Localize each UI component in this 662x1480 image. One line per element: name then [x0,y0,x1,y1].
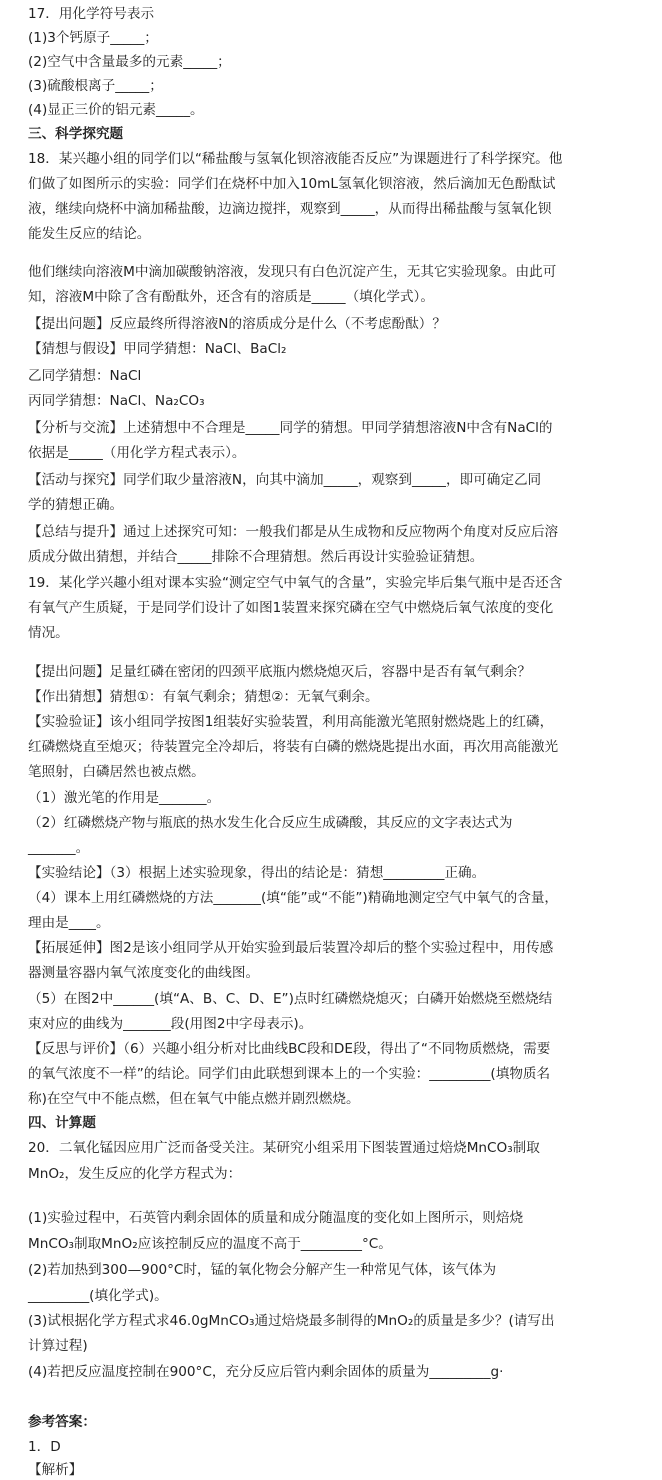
q20-line: (4)若把反应温度控制在900°C，充分反应后管内剩余固体的质量为_________g· [28,1364,504,1380]
section-heading-calc: 四、计算题 [28,1115,96,1131]
q19-line: _______。 [28,840,90,856]
q20-line: 计算过程) [28,1338,88,1354]
q19-line: 的氧气浓度不一样”的结论。同学们由此联想到课本上的一个实验：_________(填物质名 [28,1066,551,1082]
q17-title: 17．用化学符号表示 [28,6,155,22]
q18-line: 能发生反应的结论。 [28,226,151,242]
q18-line: 们做了如图所示的实验：同学们在烧杯中加入10mL氢氧化钡溶液，然后滴加无色酚酞试 [28,176,556,192]
answer-1: 1．D [28,1439,61,1455]
q18-line: 依据是_____（用化学方程式表示）。 [28,445,246,461]
q18-line: 丙同学猜想：NaCl、Na₂CO₃ [28,393,205,409]
q18-line: 乙同学猜想：NaCl [28,368,142,384]
q18-line: 【分析与交流】上述猜想中不合理是_____同学的猜想。甲同学猜想溶液N中含有NaCl的 [28,420,553,436]
q19-line: （5）在图2中______(填“A、B、C、D、E”)点时红磷燃烧熄灭；白磷开始燃烧至燃烧结 [28,991,553,1007]
q20-line: (2)若加热到300—900°C时，锰的氧化物会分解产生一种常见气体，该气体为 [28,1262,497,1278]
q17-item-2: (2)空气中含量最多的元素_____； [28,54,231,70]
q18-line: 他们继续向溶液M中滴加碳酸钠溶液，发现只有白色沉淀产生，无其它实验现象。由此可 [28,264,557,280]
q19-line: （1）激光笔的作用是_______。 [28,790,221,806]
q20-line: 20．二氧化锰因应用广泛而备受关注。某研究小组采用下图装置通过焙烧MnCO₃制取 [28,1140,540,1156]
q19-line: 【提出问题】足量红磷在密闭的四颈平底瓶内燃烧熄灭后，容器中是否有氧气剩余？ [28,664,531,680]
q18-line: 学的猜想正确。 [28,497,124,513]
q19-line: （2）红磷燃烧产物与瓶底的热水发生化合反应生成磷酸，其反应的文字表达式为 [28,815,513,831]
q19-line: 情况。 [28,625,69,641]
q18-line: 【活动与探究】同学们取少量溶液N，向其中滴加_____，观察到_____，即可确定乙同 [28,472,542,488]
q20-line: MnCO₃制取MnO₂应该控制反应的温度不高于_________°C。 [28,1236,392,1252]
q19-line: 【拓展延伸】图2是该小组同学从开始实验到最后装置冷却后的整个实验过程中，用传感 [28,940,554,956]
q20-line: (3)试根据化学方程式求46.0gMnCO₃通过焙烧最多制得的MnO₂的质量是多少？(请写出 [28,1313,555,1329]
answers-heading: 参考答案： [28,1414,96,1430]
q19-line: 19．某化学兴趣小组对课本实验“测定空气中氧气的含量”，实验完毕后集气瓶中是否还含 [28,575,563,591]
q19-line: 有氧气产生质疑，于是同学们设计了如图1装置来探究磷在空气中燃烧后氧气浓度的变化 [28,600,554,616]
q19-line: 红磷燃烧直至熄灭；待装置完全冷却后，将装有白磷的燃烧匙提出水面，再次用高能激光 [28,739,559,755]
q18-line: 18．某兴趣小组的同学们以“稀盐酸与氢氧化钡溶液能否反应”为课题进行了科学探究。他 [28,151,563,167]
q18-line: 【提出问题】反应最终所得溶液N的溶质成分是什么（不考虑酚酞）？ [28,316,446,332]
q19-line: 【实验结论】（3）根据上述实验现象，得出的结论是：猜想_________正确。 [28,865,486,881]
q19-line: 束对应的曲线为_______段(用图2中字母表示)。 [28,1016,313,1032]
q20-line: MnO₂，发生反应的化学方程式为： [28,1166,242,1182]
q19-line: 【实验验证】该小组同学按图1组装好实验装置，利用高能激光笔照射燃烧匙上的红磷， [28,714,554,730]
section-heading-inquiry: 三、科学探究题 [28,126,124,142]
q19-line: 【反思与评价】（6）兴趣小组分析对比曲线BC段和DE段，得出了“不同物质燃烧，需要 [28,1041,551,1057]
q19-line: 理由是____。 [28,915,110,931]
q18-line: 液，继续向烧杯中滴加稀盐酸，边滴边搅拌，观察到_____，从而得出稀盐酸与氢氧化钡 [28,201,552,217]
q18-line: 【猜想与假设】甲同学猜想：NaCl、BaCl₂ [28,341,287,357]
q19-line: 笔照射，白磷居然也被点燃。 [28,764,205,780]
q20-line: (1)实验过程中，石英管内剩余固体的质量和成分随温度的变化如上图所示，则焙烧 [28,1210,524,1226]
q18-line: 【总结与提升】通过上述探究可知：一般我们都是从生成物和反应物两个角度对反应后溶 [28,524,559,540]
q17-item-1: (1)3个钙原子_____； [28,30,158,46]
q17-item-4: (4)显正三价的铝元素_____。 [28,102,204,118]
q18-line: 质成分做出猜想，并结合_____排除不合理猜想。然后再设计实验验证猜想。 [28,549,484,565]
q17-item-3: (3)硫酸根离子_____； [28,78,163,94]
analysis-label: 【解析】 [28,1462,83,1478]
q19-line: 【作出猜想】猜想①：有氧气剩余；猜想②：无氧气剩余。 [28,689,379,705]
q20-line: _________(填化学式)。 [28,1288,168,1304]
q19-line: （4）课本上用红磷燃烧的方法_______(填“能”或“不能”)精确地测定空气中氧气的含量， [28,890,559,906]
q18-line: 知，溶液M中除了含有酚酞外，还含有的溶质是_____（填化学式）。 [28,289,434,305]
q19-line: 称)在空气中不能点燃，但在氧气中能点燃并剧烈燃烧。 [28,1091,360,1107]
q19-line: 器测量容器内氧气浓度变化的曲线图。 [28,965,260,981]
